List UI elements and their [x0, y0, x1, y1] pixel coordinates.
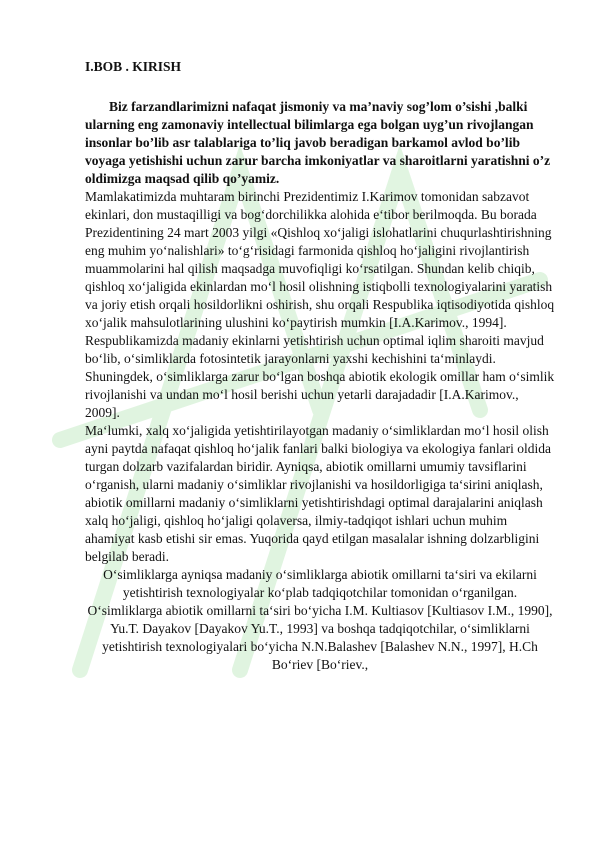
body-paragraph-1: Mamlakatimizda muhtaram birinchi Prezidentimiz I.Karimov tomonidan sabzavot ekinlari, don mustaqilligi va bog‘dorchilikka alohida e‘tibor berilmoqda. Bu borada Prezidentining 24 mart 2003 yilgi «Qishloq xo‘jaligi islohatlarini chuqurlashtirishning eng muhim yo‘nalishlari» to‘g‘risidagi farmonida qishloq ho‘jaligini rivojlantirish muammolarini hal qilish maqsadga muvofiqligi ko‘rsatilgan. Shundan kelib chiqib, qishloq xo‘jaligida ekinlardan mo‘l hosil olishning istiqbolli texnologiyalarini yaratish va joriy etish orqali hosildorlikni oshirish, shu orqali Respublika iqtisodiyotida qishloq xo‘jalik mahsulotlarining ulushini ko‘paytirish mumkin [I.A.Karimov., 1994]. [85, 189, 555, 330]
body-paragraph-3: Ma‘lumki, xalq xo‘jaligida yetishtirilayotgan madaniy o‘simliklardan mo‘l hosil olish ayni paytda nafaqat qishloq ho‘jalik fanlari balki biologiya va ekologiya fanlari oldida turgan dolzarb vazifalardan biridir. Ayniqsa, abiotik omillarni umumiy tavsiflarini o‘rganish, ularni madaniy o‘simliklar rivojlanishi va hosildorligiga ta‘sirini aniqlash, abiotik omillarni madaniy o‘simliklarni yetishtirishdagi optimal darajalarini aniqlash xalq ho‘jaligi, qishloq ho‘jaligi qolaversa, ilmiy-tadqiqot ishlari uchun muhim ahamiyat kasb etishi sir emas. Yuqorida qayd etilgan masalalar ishning dolzarbligini belgilab beradi. [85, 423, 551, 564]
intro-bold-paragraph: Biz farzandlarimizni nafaqat jismoniy va ma’naviy sog’lom o’sishi ,balki ularning eng zamonaviy intellectual bilimlarga ega bolgan uyg’un rivojlangan insonlar bo’lib asr talablariga to’liq javob beradigan barkamol avlod bo’lib voyaga yetishishi uchun zarur barcha imkoniyatlar va sharoitlarni yaratishni o’z oldimizga maqsad qilib qo’yamiz. [85, 99, 551, 186]
chapter-heading: I.BOB . KIRISH [85, 59, 182, 74]
body-paragraph-centered: O‘simliklarga ayniqsa madaniy o‘simliklarga abiotik omillarni ta‘siri va ekilarni yetishtirish texnologiyalar ko‘plab tadqiqotchilar tomonidan o‘rganilgan. O‘simliklarga abiotik omillarni ta‘siri bo‘yicha I.M. Kultiasov [Kultiasov I.M., 1990], Yu.T. Dayakov [Dayakov Yu.T., 1993] va boshqa tadqiqotchilar, o‘simliklarni yetishtirish texnologiyalari bo‘yicha N.N.Balashev [Balashev N.N., 1997], H.Ch Bo‘riev [Bo‘riev., [87, 567, 553, 672]
body-paragraph-2: Respublikamizda madaniy ekinlarni yetishtirish uchun optimal iqlim sharoiti mavjud bo‘lib, o‘simliklarda fotosintetik jarayonlarni yaxshi kechishini ta‘minlaydi. Shuningdek, o‘simliklarga zarur bo‘lgan boshqa abiotik ekologik omillar ham o‘simlik rivojlanishi va undan mo‘l hosil berishi uchun yetarli darajadadir [I.A.Karimov., 2009]. [85, 333, 555, 420]
document-page [85, 58, 555, 674]
